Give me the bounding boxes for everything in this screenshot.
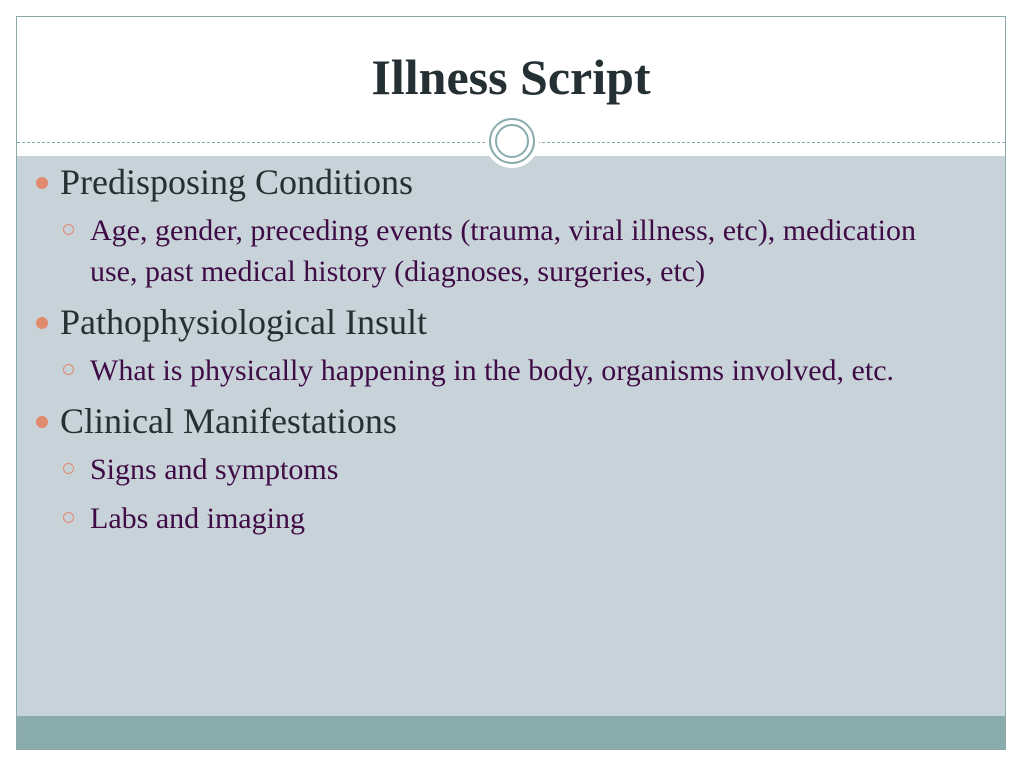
hollow-circle-bullet-icon [63, 364, 74, 375]
filled-circle-bullet-icon [36, 317, 48, 329]
sub-bullet-item [30, 449, 960, 490]
sub-bullet-label: Signs and symptoms [90, 453, 339, 486]
sub-bullet-label: Labs and imaging [90, 502, 305, 535]
bullet-label: Pathophysiological Insult [60, 302, 427, 342]
footer-band [17, 716, 1005, 750]
sub-bullet-item [30, 210, 960, 292]
bullet-label: Predisposing Conditions [60, 162, 414, 202]
bullet-item [30, 160, 960, 204]
bullet-item [30, 399, 960, 443]
filled-circle-bullet-icon [36, 177, 48, 189]
sub-bullet-label: Age, gender, preceding events (trauma, viral illness, etc), medication use, past medical history (diagnoses, surgeries, etc) [90, 214, 916, 288]
slide-title: Illness Script [371, 49, 651, 105]
sub-bullet-label: What is physically happening in the body, organisms involved, etc. [90, 354, 895, 387]
outer-ring [489, 118, 535, 164]
filled-circle-bullet-icon [36, 416, 48, 428]
hollow-circle-bullet-icon [63, 224, 74, 235]
bullet-list [30, 160, 960, 547]
sub-bullet-item [30, 498, 960, 539]
bullet-label: Clinical Manifestations [60, 401, 397, 441]
bullet-item [30, 300, 960, 344]
sub-bullet-item [30, 350, 960, 391]
hollow-circle-bullet-icon [63, 463, 74, 474]
hollow-circle-bullet-icon [63, 512, 74, 523]
inner-ring [495, 124, 529, 158]
